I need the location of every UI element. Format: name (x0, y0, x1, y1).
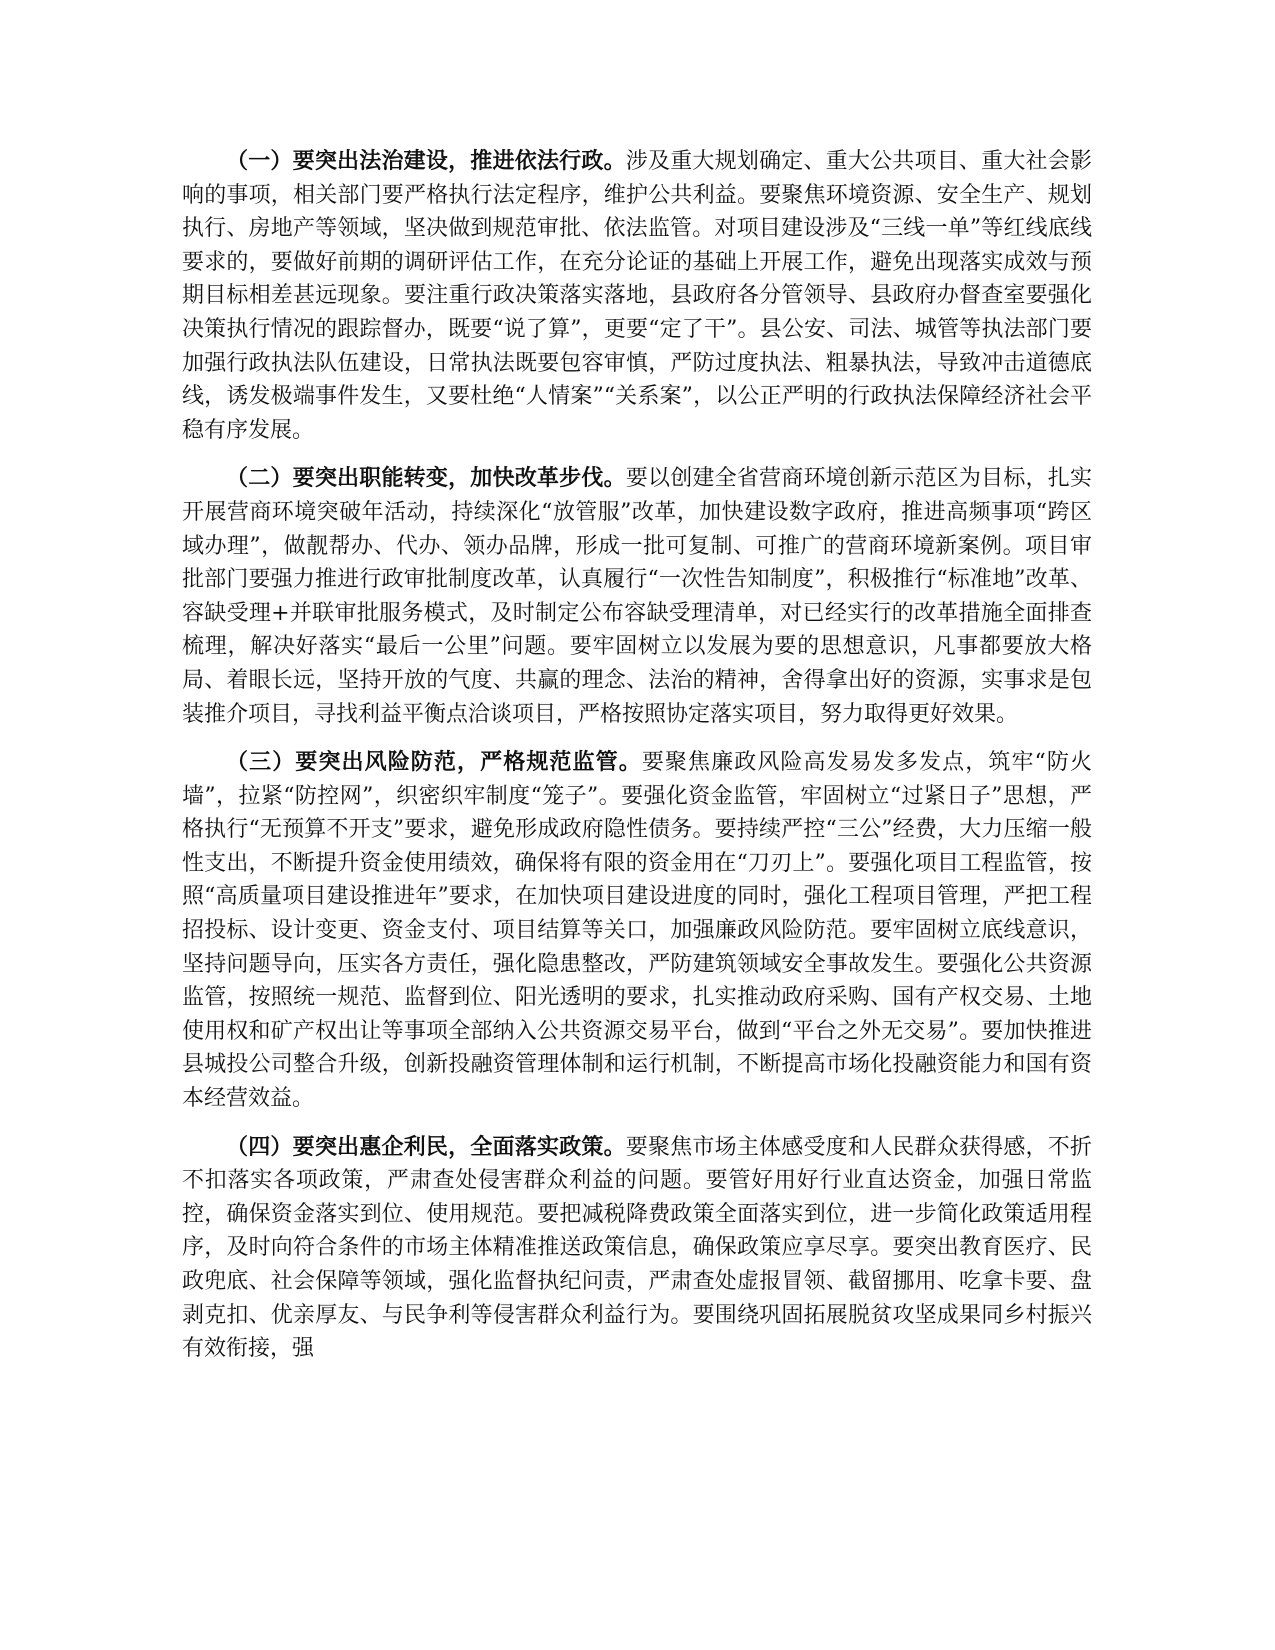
paragraph-3-text: 要聚焦廉政风险高发易发多发点，筑牢“防火墙”，拉紧“防控网”，织密织牢制度“笼子”。要强化资金监管，牢固树立“过紧日子”思想，严格执行“无预算不开支”要求，避免形成政府隐性债务。要持续严控“三公”经费，大力压缩一般性支出，不断提升资金使用绩效，确保将有限的资金用在“刀刃上”。要强化项目工程监管，按照“高质量项目建设推进年”要求，在加快项目建设进度的同时，强化工程项目管理，严把工程招投标、设计变更、资金支付、项目结算等关口，加强廉政风险防范。要牢固树立底线意识，坚持问题导向，压实各方责任，强化隐患整改，严防建筑领域安全事故发生。要强化公共资源监管，按照统一规范、监督到位、阳光透明的要求，扎实推动政府采购、国有产权交易、土地使用权和矿产权出让等事项全部纳入公共资源交易平台，做到“平台之外无交易”。要加快推进县城投公司整合升级，创新投融资管理体制和运行机制，不断提高市场化投融资能力和国有资本经营效益。 (182, 750, 1092, 1112)
paragraph-3-heading: （三）要突出风险防范，严格规范监管。 (226, 749, 642, 776)
paragraph-4-text: 要聚焦市场主体感受度和人民群众获得感，不折不扣落实各项政策，严肃查处侵害群众利益的问题。要管好用好行业直达资金，加强日常监控，确保资金落实到位、使用规范。要把减税降费政策全面落实到位，进一步简化政策适用程序，及时向符合条件的市场主体精准推送政策信息，确保政策应享尽享。要突出教育医疗、民政兜底、社会保障等领域，强化监督执纪问责，严肃查处虚报冒领、截留挪用、吃拿卡要、盘剥克扣、优亲厚友、与民争利等侵害群众利益行为。要围绕巩固拓展脱贫攻坚成果同乡村振兴有效衔接，强 (182, 1134, 1092, 1362)
paragraph-2-heading: （二）要突出职能转变，加快改革步伐。 (226, 465, 626, 492)
paragraph-1-heading: （一）要突出法治建设，推进依法行政。 (226, 148, 626, 174)
paragraph-3 (182, 746, 1092, 1116)
paragraph-1-text: 涉及重大规划确定、重大公共项目、重大社会影响的事项，相关部门要严格执行法定程序，维护公共利益。要聚焦环境资源、安全生产、规划执行、房地产等领域，坚决做到规范审批、依法监管。对项目建设涉及“三线一单”等红线底线要求的，要做好前期的调研评估工作，在充分论证的基础上开展工作，避免出现落实成效与预期目标相差甚远现象。要注重行政决策落实落地，县政府各分管领导、县政府办督查室要强化决策执行情况的跟踪督办，既要“说了算”，更要“定了干”。县公安、司法、城管等执法部门要加强行政执法队伍建设，日常执法既要包容审慎，严防过度执法、粗暴执法，导致冲击道德底线，诱发极端事件发生，又要杜绝“人情案”“关系案”，以公正严明的行政执法保障经济社会平稳有序发展。 (182, 149, 1092, 443)
document-body (182, 145, 1092, 1381)
paragraph-2-text: 要以创建全省营商环境创新示范区为目标，扎实开展营商环境突破年活动，持续深化“放管服”改革，加快建设数字政府，推进高频事项“跨区域办理”，做靓帮办、代办、领办品牌，形成一批可复制、可推广的营商环境新案例。项目审批部门要强力推进行政审批制度改革，认真履行“一次性告知制度”，积极推行“标准地”改革、容缺受理+并联审批服务模式，及时制定公布容缺受理清单，对已经实行的改革措施全面排查梳理，解决好落实“最后一公里”问题。要牢固树立以发展为要的思想意识，凡事都要放大格局、着眼长远，坚持开放的气度、共赢的理念、法治的精神，舍得拿出好的资源，实事求是包装推介项目，寻找利益平衡点洽谈项目，严格按照协定落实项目，努力取得更好效果。 (182, 466, 1092, 727)
paragraph-4-heading: （四）要突出惠企利民，全面落实政策。 (226, 1133, 626, 1160)
paragraph-1 (182, 145, 1092, 447)
paragraph-2 (182, 462, 1092, 731)
paragraph-4 (182, 1131, 1092, 1366)
